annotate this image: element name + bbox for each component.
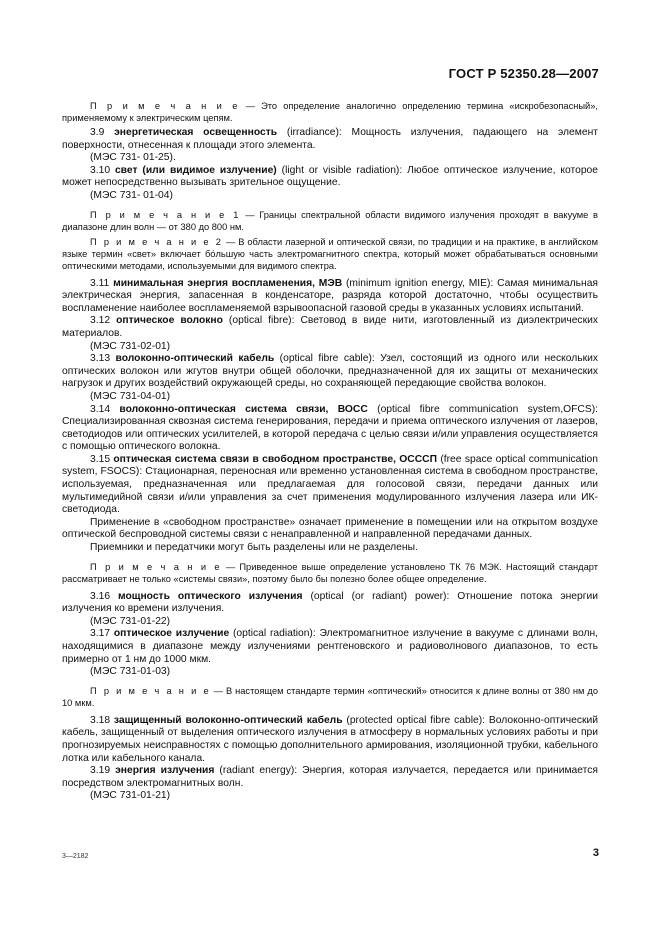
term-3-9: 3.9 энергетическая освещенность (irradiance): Мощность излучения, падающего на элемент поверхности, отнесенная к площади этого элемента. [62,127,598,151]
ref-3-13: (МЭС 731-04-01) [90,390,171,402]
ref-3-17: (МЭС 731-01-03) [90,666,171,678]
page-number: 3 [592,847,599,859]
note-3-15: П р и м е ч а н и е — Приведенное выше определение установлено ТК 76 МЭК. Настоящий стандарт рассматривает не только «системы связи», поэтому было бы полезно более общее определение. [62,561,598,584]
page-content [62,97,598,803]
term-3-16: 3.16 мощность оптического излучения (optical (or radiant) power): Отношение потока энергии излучения ко времени излучения. [62,590,598,615]
term-3-15-para-2: Применение в «свободном пространстве» означает применение в помещении или на открытом воздухе оптической беспроводной системы связи с ненаправленной и направленной передачами данных. [62,516,598,541]
term-3-15: 3.15 оптическая система связи в свободном пространстве, ОСССП (free space optical communication system, FSOCS): Стационарная, переносная или временно установленная система в свободном пространстве, используемая, предназначенная или предлагаемая для голосовой связи, передачи данных или мультимедийной связи и/или управления за счет применения модулированного излучения лазера или ИК-светодиода. [62,453,599,516]
term-3-14: 3.14 волоконно-оптическая система связи, ВОСС (optical fibre communication system,OFCS): Специализированная сквозная система генерирования, передачи и приема оптического излучения от лазеров, светодиодов или оптических усилителей, в которой передача с целью связи и/или управления осуществляется с помощью оптического волокна. [62,403,598,453]
ref-3-16: (МЭС 731-01-22) [90,615,171,627]
term-3-18: 3.18 защищенный волоконно-оптический кабель (protected optical fibre cable): Волоконно-оптический кабель, защищенный от выделения оптического излучения в атмосферу в нормальных условиях работы и при прогнозируемых неисправностях с помощью дополнительного армирования, изоляционной трубки, кабельного лотка или кабельного канала. [62,714,598,764]
ref-3-10: (МЭС 731- 01-04) [90,189,173,201]
term-3-12: 3.12 оптическое волокно (optical fibre): Световод в виде нити, изготовленный из диэлектрических материалов. [62,315,598,339]
note-3-17: П р и м е ч а н и е — В настоящем стандарте термин «оптический» относится к длине волны от 380 нм до 10 мкм. [62,685,598,708]
note-intro: П р и м е ч а н и е — Это определение аналогично определению термина «искробезопасный», применяемому к электрическим цепям. [62,101,598,123]
term-3-19: 3.19 энергия излучения (radiant energy): Энергия, которая излучается, передается или принимается посредством электромагнитных волн. [62,765,598,789]
ref-3-12: (МЭС 731-02-01) [90,340,171,352]
note-3-10-2: П р и м е ч а н и е 2 — В области лазерной и оптической связи, по традиции и на практике, в английском языке термин «свет» включает бо́льшую часть электромагнитного спектра, который может обрабатываться основными оптическими методами, используемыми для видимого спектра. [62,236,598,271]
term-3-13: 3.13 волоконно-оптический кабель (optical fibre cable): Узел, состоящий из одного или нескольких оптических волокон или жгутов внутри общей оболочки, предназначенной для их защиты от механических нагрузок и других воздействий окружающей среды, но сохраняющей передающие свойства волокон. [62,353,599,390]
print-code: 3—2182 [62,853,89,860]
term-3-17: 3.17 оптическое излучение (optical radiation): Электромагнитное излучение в вакууме с длинами волн, находящимися в диапазоне между излучениями рентгеновского и радиоволнового диапазонов, то есть примерно от 1 нм до 1000 мкм. [62,628,599,665]
note-label: П р и м е ч а н и е [90,101,240,111]
term-3-11: 3.11 минимальная энергия воспламенения, МЭВ (minimum ignition energy, MIE): Самая минимальная электрическая энергия, запасенная в конденсаторе, разряда которой достаточно, чтобы осуществить воспламенение наиболее воспламеняемой взрывоопасной газовой среды в указанных условиях испытаний. [62,277,599,314]
term-3-15-para-3: Приемники и передатчики могут быть разделены или не разделены. [90,542,418,554]
note-3-10-1: П р и м е ч а н и е 1 — Границы спектральной области видимого излучения проходят в вакууме в диапазоне длин волн — от 380 до 800 нм. [62,209,598,232]
ref-3-9: (МЭС 731- 01-25). [90,152,176,164]
standard-header: ГОСТ Р 52350.28—2007 [448,66,599,81]
term-3-10: 3.10 свет (или видимое излучение) (light or visible radiation): Любое оптическое излучение, которое может непосредственно вызывать зрительное ощущение. [62,164,599,189]
ref-3-19: (МЭС 731-01-21) [90,790,171,802]
